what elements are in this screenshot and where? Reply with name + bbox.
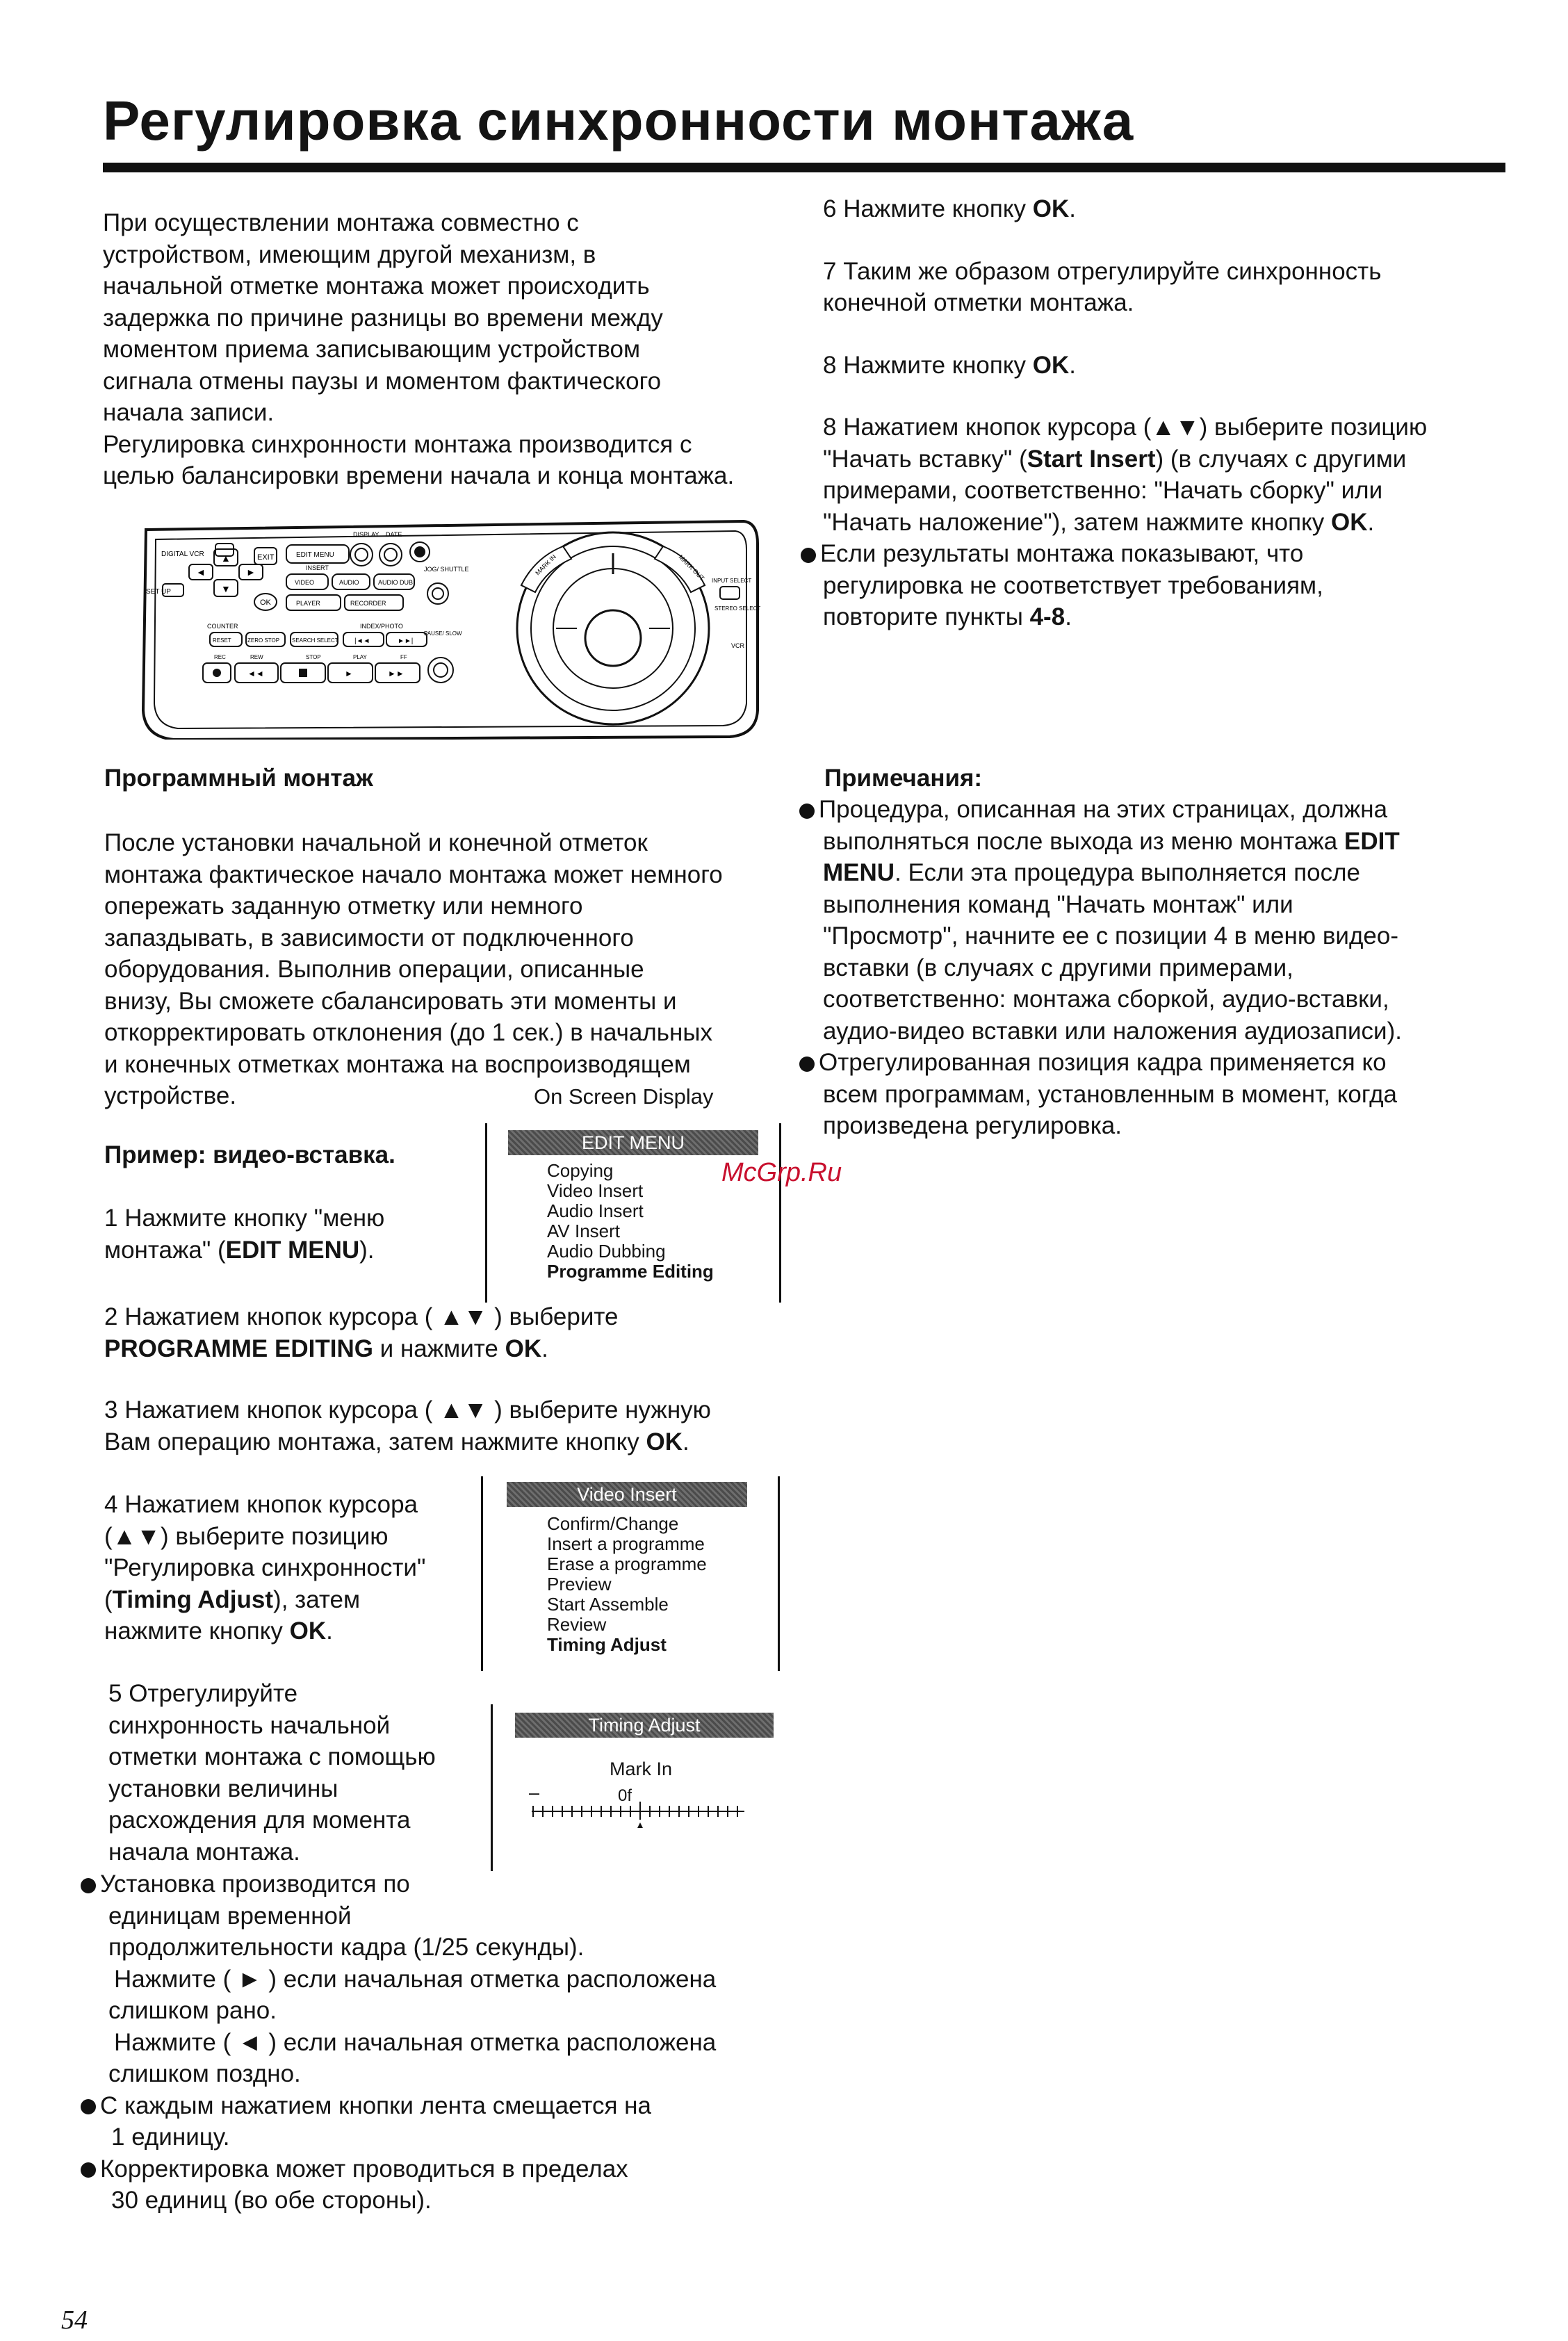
svg-text:◄: ◄: [196, 566, 206, 578]
svg-text:▼: ▼: [221, 583, 231, 594]
timing-scale: [532, 1802, 747, 1829]
step-5: 5 Отрегулируйте синхронность начальной отметки монтажа с помощью установки величины расхождения для момента начала монтажа.: [108, 1680, 436, 1866]
menu-item-programme-editing: Programme Editing: [547, 1261, 714, 1282]
menu-item-erase-programme: Erase a programme: [547, 1553, 707, 1574]
intro-paragraph: При осуществлении монтажа совместно с устройством, имеющим другой механизм, в начальной отметке монтажа может происходить задержка по причине разницы во времени между моментом приема записывающим устройством сигнала отмены паузы и моментом фактического начала записи. Регулировка синхронности монтажа производится с целью балансировки времени начала и конца монтажа.: [103, 209, 735, 489]
svg-text:INPUT SELECT: INPUT SELECT: [712, 578, 752, 584]
bullet-icon: [81, 2099, 96, 2114]
svg-text:STEREO SELECT: STEREO SELECT: [714, 605, 761, 612]
step-6: 6 Нажмите кнопку OK.: [823, 195, 1077, 222]
step-7-line1: 7 Таким же образом отрегулируйте синхронность: [823, 257, 1382, 285]
osd-label: On Screen Display: [534, 1084, 714, 1109]
svg-text:STOP: STOP: [306, 654, 321, 660]
page-title: Регулировка синхронности монтажа: [103, 90, 1134, 152]
bullet-step-unit: С каждым нажатием кнопки лента смещается на: [81, 2090, 803, 2122]
svg-text:◄◄: ◄◄: [247, 669, 264, 678]
step-4: 4 Нажатием кнопок курсора (▲▼) выберите позицию "Регулировка синхронности" (Timing Adjust), затем нажмите кнопку OK.: [104, 1491, 426, 1645]
step-3: 3 Нажатием кнопок курсора ( ▲▼ ) выберите нужную Вам операцию монтажа, затем нажмите кнопку OK.: [104, 1396, 711, 1455]
step-7-line2: конечной отметки монтажа.: [823, 289, 1134, 316]
svg-text:REW: REW: [250, 654, 263, 660]
programmed-paragraph: После установки начальной и конечной отметок монтажа фактическое начало монтажа может немного опережать заданную отметку или немного запаздывать, в зависимости от подключенного оборудования. Выполнив операции, описанные внизу, Вы сможете сбалансировать эти моменты и откорректировать отклонения (до 1 сек.) в начальных и конечных отметках монтажа на воспроизводящем устройстве.: [104, 829, 723, 1109]
step-1: 1 Нажмите кнопку "меню монтажа" (EDIT MENU).: [104, 1205, 385, 1264]
bullet-range: Корректировка может проводиться в пределах: [81, 2153, 803, 2185]
example-heading: Пример: видео-вставка.: [104, 1141, 395, 1168]
svg-text:EXIT: EXIT: [257, 553, 275, 562]
svg-text:REC: REC: [214, 654, 226, 660]
svg-text:►►|: ►►|: [398, 637, 414, 645]
menu-item-preview: Preview: [547, 1574, 612, 1594]
svg-text:DISPLAY: DISPLAY: [353, 531, 379, 538]
notes-heading: Примечания:: [824, 765, 983, 792]
svg-text:EDIT MENU: EDIT MENU: [296, 551, 334, 559]
menu-item-start-assemble: Start Assemble: [547, 1594, 669, 1615]
bullet-frame-unit: Установка производится по: [81, 1868, 803, 1900]
svg-text:|◄◄: |◄◄: [354, 637, 370, 645]
svg-text:►: ►: [246, 566, 256, 578]
svg-text:PAUSE/ SLOW: PAUSE/ SLOW: [424, 630, 462, 637]
video-insert-osd: [481, 1476, 780, 1671]
svg-text:DATE: DATE: [386, 531, 402, 538]
note-2: Отрегулированная позиция кадра применяется ко: [799, 1047, 1550, 1079]
svg-text:►►: ►►: [388, 669, 405, 678]
menu-item-av-insert: AV Insert: [547, 1221, 621, 1241]
page-number: 54: [61, 2306, 88, 2335]
watermark: McGrp.Ru: [721, 1158, 842, 1187]
label-digital-vcr: DIGITAL VCR: [161, 550, 204, 558]
svg-text:►: ►: [345, 669, 353, 678]
programmed-heading: Программный монтаж: [104, 765, 373, 792]
video-insert-title: Video Insert: [507, 1482, 747, 1507]
svg-text:VIDEO: VIDEO: [295, 579, 315, 586]
timing-value: 0f: [618, 1786, 632, 1805]
menu-item-insert-programme: Insert a programme: [547, 1533, 705, 1554]
menu-item-confirm-change: Confirm/Change: [547, 1513, 679, 1534]
svg-text:MARK IN: MARK IN: [534, 553, 557, 577]
bullet-icon: [801, 548, 816, 563]
svg-text:OK: OK: [260, 598, 271, 607]
svg-text:PLAY: PLAY: [353, 654, 367, 660]
bullet-icon: [799, 804, 815, 819]
svg-text:SEARCH SELECT: SEARCH SELECT: [292, 637, 338, 644]
svg-text:SET UP: SET UP: [146, 588, 171, 596]
edit-menu-title: EDIT MENU: [508, 1130, 758, 1155]
notes-list: Процедура, описанная на этих страницах, должна выполняться после выхода из меню монтажа EDIT MENU. Если эта процедура выполняется после выполнения команд "Начать монтаж" или "Просмотр", начните ее с позиции 4 в меню видео- вставки (в случаях с другими примерами, соответственно: монтажа сборкой, аудио-вставки, аудио-видео вставки или наложения аудиозаписи). Отрегулированная позиция кадра применяется ко всем программам, установленным в момент, когда произведена регулировка.: [799, 794, 1550, 1142]
minus-sign: –: [529, 1782, 540, 1803]
menu-item-audio-insert: Audio Insert: [547, 1200, 644, 1221]
step-8a: 8 Нажмите кнопку OK.: [823, 351, 1077, 379]
svg-text:RESET: RESET: [213, 637, 231, 644]
note-1: Процедура, описанная на этих страницах, должна: [799, 794, 1550, 826]
timing-adjust-osd: [491, 1704, 785, 1871]
menu-item-review: Review: [547, 1614, 607, 1635]
bullet-icon: [81, 1878, 96, 1893]
right-steps: 6 Нажмите кнопку OK. 7 Таким же образом отрегулируйте синхронность конечной отметки монтажа. 8 Нажмите кнопку OK. 8 Нажатием кнопок курсора (▲▼) выберите позицию "Начать вставку" (Start Insert) (в случаях с другими примерами, соответственно: "Начать сборку" или "Начать наложение"), затем нажмите кнопку OK. Если результаты монтажа показывают, что регулировка не соответствует требованиям, повторите пункты 4-8.: [823, 193, 1546, 633]
svg-text:INDEX/PHOTO: INDEX/PHOTO: [360, 623, 403, 630]
step-2: 2 Нажатием кнопок курсора ( ▲▼ ) выберите PROGRAMME EDITING и нажмите OK.: [104, 1303, 619, 1362]
bullet-icon: [799, 1057, 815, 1072]
svg-text:RECORDER: RECORDER: [350, 600, 386, 607]
menu-item-audio-dubbing: Audio Dubbing: [547, 1241, 666, 1262]
menu-item-copying: Copying: [547, 1160, 614, 1181]
svg-text:PLAYER: PLAYER: [296, 600, 320, 607]
mark-in-label: Mark In: [610, 1759, 673, 1779]
step-5-bullets: Установка производится по единицам временной продолжительности кадра (1/25 секунды). Нажмите ( ► ) если начальная отметка расположена слишком рано. Нажмите ( ◄ ) если начальная отметка расположена слишком поздно. С каждым нажатием кнопки лента смещается на 1 единицу. Корректировка может проводиться в пределах 30 единиц (во обе стороны).: [81, 1868, 803, 2217]
svg-text:MARK OUT: MARK OUT: [677, 553, 706, 582]
svg-text:JOG/ SHUTTLE: JOG/ SHUTTLE: [424, 566, 469, 573]
edit-menu-osd: [485, 1123, 781, 1303]
svg-text:AUDIO: AUDIO: [339, 579, 359, 586]
remote-control-illustration: [132, 516, 762, 740]
bullet-icon: [81, 2162, 96, 2178]
svg-text:AUDIO DUB: AUDIO DUB: [378, 579, 414, 586]
menu-item-video-insert: Video Insert: [547, 1180, 644, 1201]
svg-text:VCR: VCR: [731, 642, 745, 649]
svg-text:COUNTER: COUNTER: [207, 623, 238, 630]
menu-item-timing-adjust: Timing Adjust: [547, 1634, 667, 1655]
title-rule: [103, 163, 1505, 172]
svg-text:ZERO STOP: ZERO STOP: [247, 637, 280, 644]
timing-pointer: [637, 1822, 643, 1828]
timing-adjust-title: Timing Adjust: [515, 1713, 774, 1738]
svg-text:INSERT: INSERT: [306, 564, 329, 571]
svg-text:FF: FF: [400, 654, 407, 660]
svg-text:▲: ▲: [221, 553, 231, 564]
